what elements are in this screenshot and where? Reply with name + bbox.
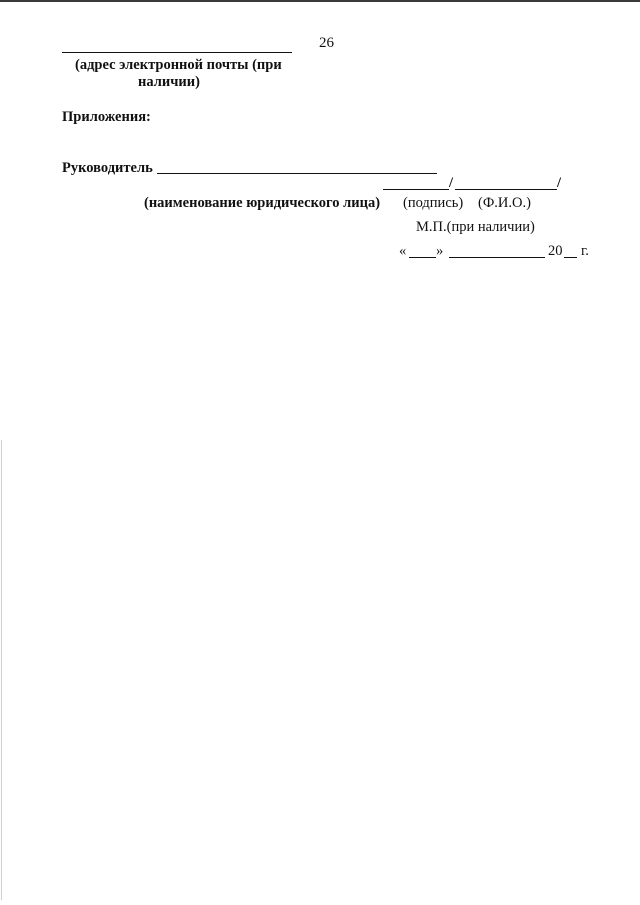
stamp-caption: М.П.(при наличии) (416, 219, 535, 235)
signature-caption: (подпись) (403, 195, 464, 211)
day-blank-line (409, 257, 436, 258)
email-blank-line (62, 52, 292, 53)
date-quote-close: » (436, 243, 444, 259)
legal-entity-caption: (наименование юридического лица) (144, 195, 381, 211)
scan-edge-top (0, 0, 640, 2)
email-caption-line2: наличии) (138, 74, 200, 90)
fio-slash: / (557, 175, 562, 191)
scan-edge-left (1, 440, 2, 900)
fio-blank-line (455, 189, 557, 190)
attachments-label: Приложения: (62, 109, 151, 125)
signature-blank-line (383, 189, 449, 190)
date-quote-open: « (399, 243, 407, 259)
signature-slash: / (449, 175, 454, 191)
fio-caption: (Ф.И.О.) (478, 195, 531, 211)
year-blank-line (564, 257, 577, 258)
email-caption-line1: (адрес электронной почты (при (75, 57, 282, 73)
head-label: Руководитель (62, 160, 153, 176)
page-number: 26 (319, 35, 334, 51)
legal-entity-blank-line (157, 173, 437, 174)
year-prefix: 20 (548, 243, 563, 259)
month-blank-line (449, 257, 545, 258)
year-suffix: г. (581, 243, 589, 259)
